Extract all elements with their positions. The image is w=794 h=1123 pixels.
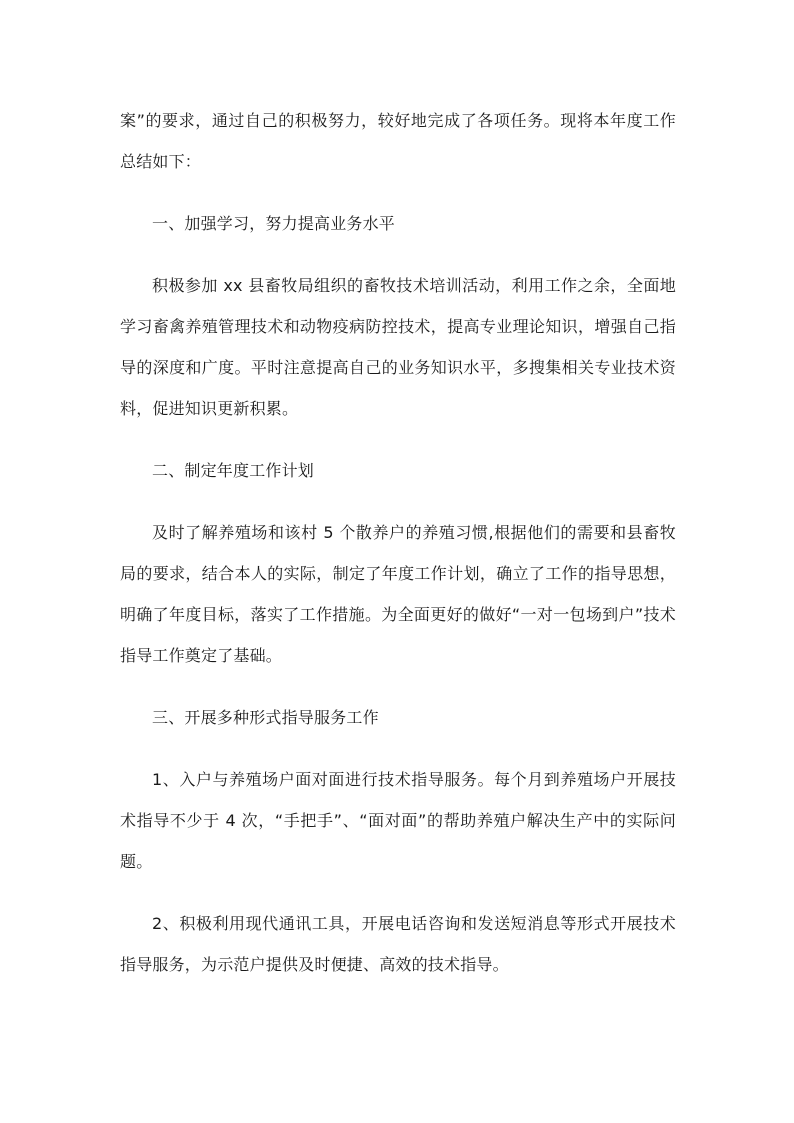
section-heading-2: 二、制定年度工作计划: [152, 461, 315, 480]
paragraph-continuation: 案”的要求，通过自己的积极努力，较好地完成了各项任务。现将本年度工作总结如下：: [120, 111, 676, 171]
paragraph-item-1: 1、入户与养殖场户面对面进行技术指导服务。每个月到养殖场户开展技术指导不少于 4 次，“手把手”、“面对面”的帮助养殖户解决生产中的实际问题。: [120, 770, 676, 871]
section-heading-1: 一、加强学习，努力提高业务水平: [152, 214, 396, 233]
paragraph-plan: 及时了解养殖场和该村 5 个散养户的养殖习惯,根据他们的需要和县畜牧局的要求，结合本人的实际，制定了年度工作计划，确立了工作的指导思想，明确了年度目标，落实了工作措施。为全面更好的做好“一对一包场到户”技术指导工作奠定了基础。: [120, 523, 676, 665]
document-body: [120, 100, 676, 985]
paragraph-item-2: 2、积极利用现代通讯工具，开展电话咨询和发送短消息等形式开展技术指导服务，为示范户提供及时便捷、高效的技术指导。: [120, 914, 676, 974]
section-heading-3: 三、开展多种形式指导服务工作: [152, 708, 379, 727]
paragraph-study: 积极参加 xx 县畜牧局组织的畜牧技术培训活动，利用工作之余，全面地学习畜禽养殖管理技术和动物疫病防控技术，提高专业理论知识，增强自己指导的深度和广度。平时注意提高自己的业务知识水平，多搜集相关专业技术资料，促进知识更新积累。: [120, 276, 676, 418]
